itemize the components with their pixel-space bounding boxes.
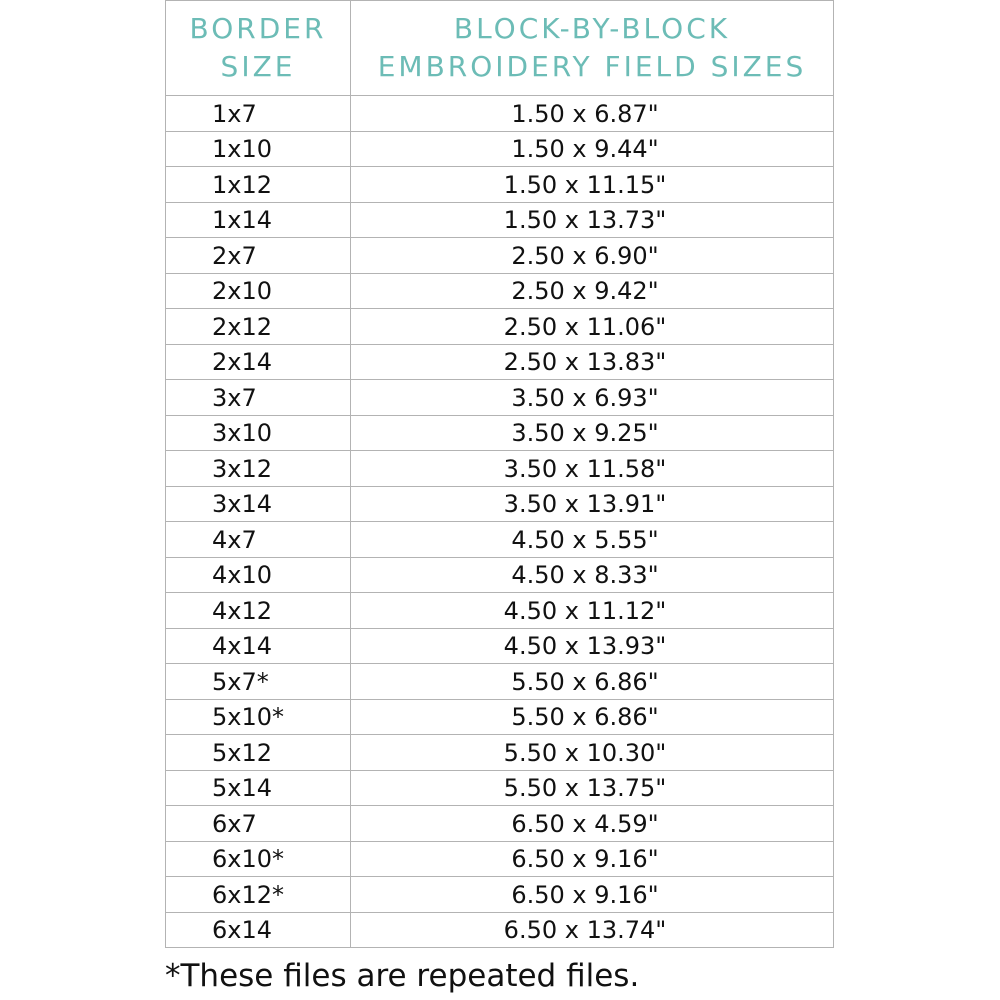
border-size-cell: 6x7 — [166, 806, 351, 842]
field-size-cell: 3.50 x 9.25" — [351, 415, 834, 451]
header-row — [166, 1, 834, 96]
field-size-cell: 4.50 x 11.12" — [351, 593, 834, 629]
border-size-cell: 6x12* — [166, 877, 351, 913]
border-size-cell: 4x12 — [166, 593, 351, 629]
field-size-cell: 6.50 x 13.74" — [351, 912, 834, 948]
header-line: SIZE — [220, 50, 296, 83]
field-size-cell: 3.50 x 6.93" — [351, 380, 834, 416]
border-size-cell: 6x14 — [166, 912, 351, 948]
border-size-cell: 1x14 — [166, 202, 351, 238]
border-size-cell: 1x10 — [166, 131, 351, 167]
footnote: *These files are repeated files. — [165, 958, 640, 994]
table-row — [166, 877, 834, 913]
table-row — [166, 344, 834, 380]
border-size-cell: 5x14 — [166, 770, 351, 806]
field-size-cell: 4.50 x 8.33" — [351, 557, 834, 593]
table-row — [166, 841, 834, 877]
table-row — [166, 735, 834, 771]
table-row — [166, 486, 834, 522]
border-size-cell: 3x7 — [166, 380, 351, 416]
border-size-cell: 1x12 — [166, 167, 351, 203]
border-size-cell: 2x12 — [166, 309, 351, 345]
table-row — [166, 806, 834, 842]
header-line: EMBROIDERY FIELD SIZES — [377, 50, 807, 83]
header-line: BORDER — [189, 12, 327, 45]
border-size-cell: 4x14 — [166, 628, 351, 664]
field-size-cell: 6.50 x 9.16" — [351, 841, 834, 877]
border-size-cell: 3x12 — [166, 451, 351, 487]
border-size-cell: 5x10* — [166, 699, 351, 735]
table-row — [166, 770, 834, 806]
table-row — [166, 593, 834, 629]
field-size-cell: 2.50 x 13.83" — [351, 344, 834, 380]
field-size-cell: 1.50 x 11.15" — [351, 167, 834, 203]
table-row — [166, 96, 834, 132]
table-row — [166, 380, 834, 416]
table-row — [166, 238, 834, 274]
table-body — [166, 96, 834, 948]
header-border-size — [166, 1, 351, 96]
field-size-cell: 6.50 x 9.16" — [351, 877, 834, 913]
field-size-cell: 3.50 x 13.91" — [351, 486, 834, 522]
field-size-cell: 4.50 x 13.93" — [351, 628, 834, 664]
table-row — [166, 664, 834, 700]
table-row — [166, 131, 834, 167]
header-line: BLOCK-BY-BLOCK — [453, 12, 731, 45]
field-size-cell: 1.50 x 9.44" — [351, 131, 834, 167]
border-size-cell: 3x10 — [166, 415, 351, 451]
border-size-cell: 5x7* — [166, 664, 351, 700]
table-row — [166, 912, 834, 948]
border-size-cell: 2x14 — [166, 344, 351, 380]
field-size-cell: 5.50 x 6.86" — [351, 699, 834, 735]
border-size-cell: 3x14 — [166, 486, 351, 522]
table-row — [166, 309, 834, 345]
table-header — [166, 1, 834, 96]
embroidery-size-table — [165, 0, 834, 948]
field-size-cell: 2.50 x 9.42" — [351, 273, 834, 309]
table-row — [166, 699, 834, 735]
header-field-sizes — [351, 1, 834, 96]
table-row — [166, 273, 834, 309]
table-row — [166, 628, 834, 664]
field-size-cell: 6.50 x 4.59" — [351, 806, 834, 842]
table-row — [166, 415, 834, 451]
field-size-cell: 5.50 x 6.86" — [351, 664, 834, 700]
border-size-cell: 5x12 — [166, 735, 351, 771]
table-row — [166, 557, 834, 593]
field-size-cell: 5.50 x 13.75" — [351, 770, 834, 806]
border-size-cell: 4x7 — [166, 522, 351, 558]
field-size-cell: 2.50 x 6.90" — [351, 238, 834, 274]
field-size-cell: 1.50 x 6.87" — [351, 96, 834, 132]
border-size-cell: 1x7 — [166, 96, 351, 132]
field-size-cell: 2.50 x 11.06" — [351, 309, 834, 345]
table-row — [166, 451, 834, 487]
embroidery-size-table-container — [165, 0, 833, 948]
field-size-cell: 1.50 x 13.73" — [351, 202, 834, 238]
field-size-cell: 3.50 x 11.58" — [351, 451, 834, 487]
table-row — [166, 202, 834, 238]
field-size-cell: 4.50 x 5.55" — [351, 522, 834, 558]
table-row — [166, 167, 834, 203]
border-size-cell: 2x7 — [166, 238, 351, 274]
border-size-cell: 2x10 — [166, 273, 351, 309]
border-size-cell: 6x10* — [166, 841, 351, 877]
table-row — [166, 522, 834, 558]
border-size-cell: 4x10 — [166, 557, 351, 593]
field-size-cell: 5.50 x 10.30" — [351, 735, 834, 771]
